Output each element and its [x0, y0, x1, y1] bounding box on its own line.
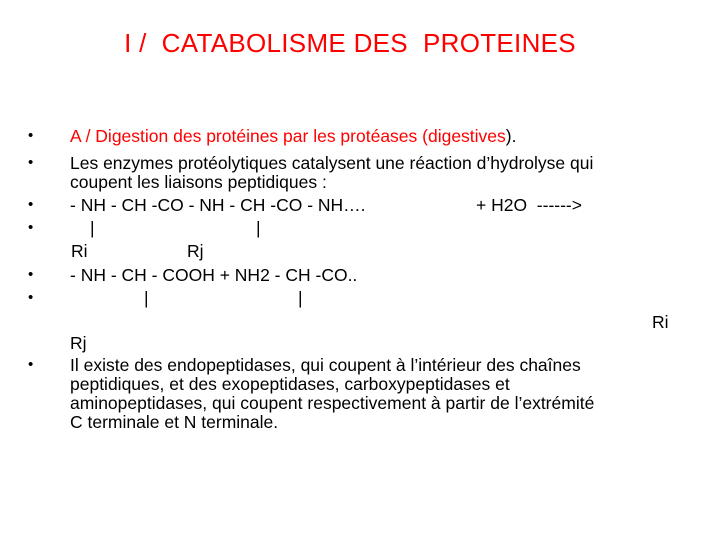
bullet-icon: •: [28, 154, 34, 171]
bullet-icon: •: [28, 219, 34, 236]
reactant-formula: - NH - CH -CO - NH - CH -CO - NH….: [70, 195, 366, 215]
page-title: I / CATABOLISME DES PROTEINES: [124, 28, 576, 58]
bond-bar: |: [90, 218, 95, 238]
water-arrow: + H2O ------>: [476, 195, 582, 215]
side-chain-rj: Rj: [70, 333, 87, 353]
endo-line-4: C terminale et N terminale.: [70, 412, 279, 432]
point-a-suffix: ).: [505, 126, 517, 146]
enzymes-line-1: Les enzymes protéolytiques catalysent une réaction d’hydrolyse qui: [70, 153, 594, 173]
side-chain-rj: Rj: [187, 241, 204, 261]
side-chain-ri: Ri: [652, 312, 669, 332]
bond-bar: |: [298, 288, 303, 308]
side-chain-ri: Ri: [71, 241, 88, 261]
endo-line-1: Il existe des endopeptidases, qui coupent à l’intérieur des chaînes: [70, 355, 581, 375]
endo-line-3: aminopeptidases, qui coupent respectivement à partir de l’extrémité: [70, 393, 595, 413]
endo-line-2: peptidiques, et des exopeptidases, carboxypeptidases et: [70, 374, 510, 394]
bullet-icon: •: [28, 127, 34, 144]
point-a-text: A / Digestion des protéines par les protéases (digestives: [70, 126, 506, 146]
bullet-icon: •: [28, 266, 34, 283]
enzymes-line-2: coupent les liaisons peptidiques :: [70, 172, 327, 192]
bullet-icon: •: [28, 289, 34, 306]
bullet-icon: •: [28, 356, 34, 373]
bond-bar: |: [144, 288, 149, 308]
product-formula: - NH - CH - COOH + NH2 - CH -CO..: [70, 265, 358, 285]
point-a: [70, 126, 517, 146]
bond-bar: |: [256, 218, 261, 238]
bullet-icon: •: [28, 196, 34, 213]
